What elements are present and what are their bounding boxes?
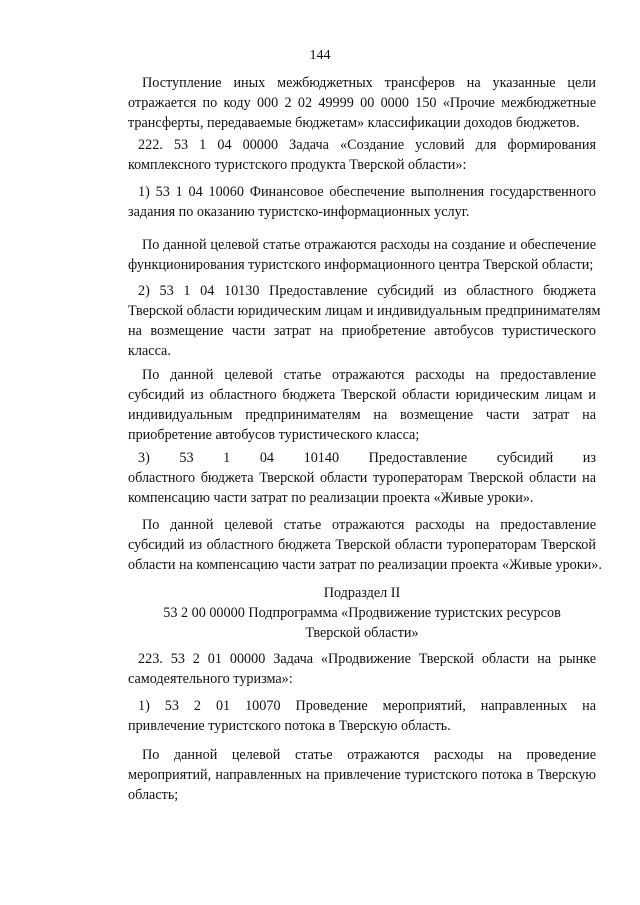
subprogram-title: 53 2 00 00000 Подпрограмма «Продвижение туристских ресурсов (163, 605, 561, 621)
text-line: По данной целевой статье отражаются расходы на создание и обеспечение (142, 237, 596, 253)
text-line: трансферты, передаваемые бюджетам» классификации доходов бюджетов. (128, 115, 580, 131)
paragraph-item-10060 (128, 182, 596, 222)
page-number: 144 (309, 48, 331, 63)
text-line: функционирования туристского информационного центра Тверской области; (128, 257, 594, 273)
text-line: комплексного туристского продукта Тверской области»: (128, 157, 467, 173)
text-line: областного бюджета Тверской области туроператорам Тверской области на (128, 470, 596, 486)
paragraph-item-10140 (128, 448, 596, 508)
text-line: класса. (128, 343, 171, 359)
text-line: область; (128, 787, 179, 803)
text-line: на возмещение части затрат на приобретение автобусов туристического (128, 323, 596, 339)
paragraph-task-223 (128, 649, 596, 689)
text-line: отражается по коду 000 2 02 49999 00 0000 150 «Прочие межбюджетные (128, 95, 596, 111)
text-line: субсидий из областного бюджета Тверской области туроператорам Тверской (128, 537, 596, 553)
paragraph-item-10130 (128, 281, 601, 361)
paragraph-task-222 (128, 135, 596, 175)
text-line: мероприятий, направленных на привлечение туристского потока в Тверскую (128, 767, 596, 783)
text-line: задания по оказанию туристско-информационных услуг. (128, 204, 470, 220)
text-line: По данной целевой статье отражаются расходы на проведение (142, 747, 596, 763)
text-line: субсидий из областного бюджета Тверской области юридическим лицам и (128, 387, 596, 403)
text-line: 222. 53 1 04 00000 Задача «Создание условий для формирования (138, 137, 596, 153)
paragraph-desc-10070 (128, 745, 596, 805)
paragraph-transfers (128, 73, 596, 133)
subsection-title: Подраздел II (323, 585, 401, 601)
paragraph-desc-10130 (128, 365, 596, 445)
text-line: По данной целевой статье отражаются расходы на предоставление (142, 517, 596, 533)
subsection-heading (128, 583, 596, 643)
text-line: 3) 53 1 04 10140 Предоставление субсидий из (138, 450, 596, 466)
text-line: области на компенсацию части затрат по реализации проекта «Живые уроки». (128, 557, 602, 573)
paragraph-desc-10060 (128, 235, 596, 275)
text-line: индивидуальным предпринимателям на возмещение части затрат на (128, 407, 596, 423)
paragraph-item-10070 (128, 696, 596, 736)
text-line: 223. 53 2 01 00000 Задача «Продвижение Тверской области на рынке (138, 651, 596, 667)
text-line: 1) 53 2 01 10070 Проведение мероприятий, направленных на (138, 698, 596, 714)
text-line: привлечение туристского потока в Тверскую область. (128, 718, 451, 734)
paragraph-desc-10140 (128, 515, 602, 575)
text-line: Поступление иных межбюджетных трансферов на указанные цели (142, 75, 596, 91)
text-line: Тверской области юридическим лицам и индивидуальным предпринимателям (128, 303, 601, 319)
text-line: 2) 53 1 04 10130 Предоставление субсидий из областного бюджета (138, 283, 596, 299)
subprogram-title-cont: Тверской области» (305, 625, 419, 641)
text-line: компенсацию части затрат по реализации проекта «Живые уроки». (128, 490, 534, 506)
text-line: По данной целевой статье отражаются расходы на предоставление (142, 367, 596, 383)
text-line: приобретение автобусов туристического класса; (128, 427, 420, 443)
text-line: 1) 53 1 04 10060 Финансовое обеспечение выполнения государственного (138, 184, 596, 200)
text-line: самодеятельного туризма»: (128, 671, 293, 687)
